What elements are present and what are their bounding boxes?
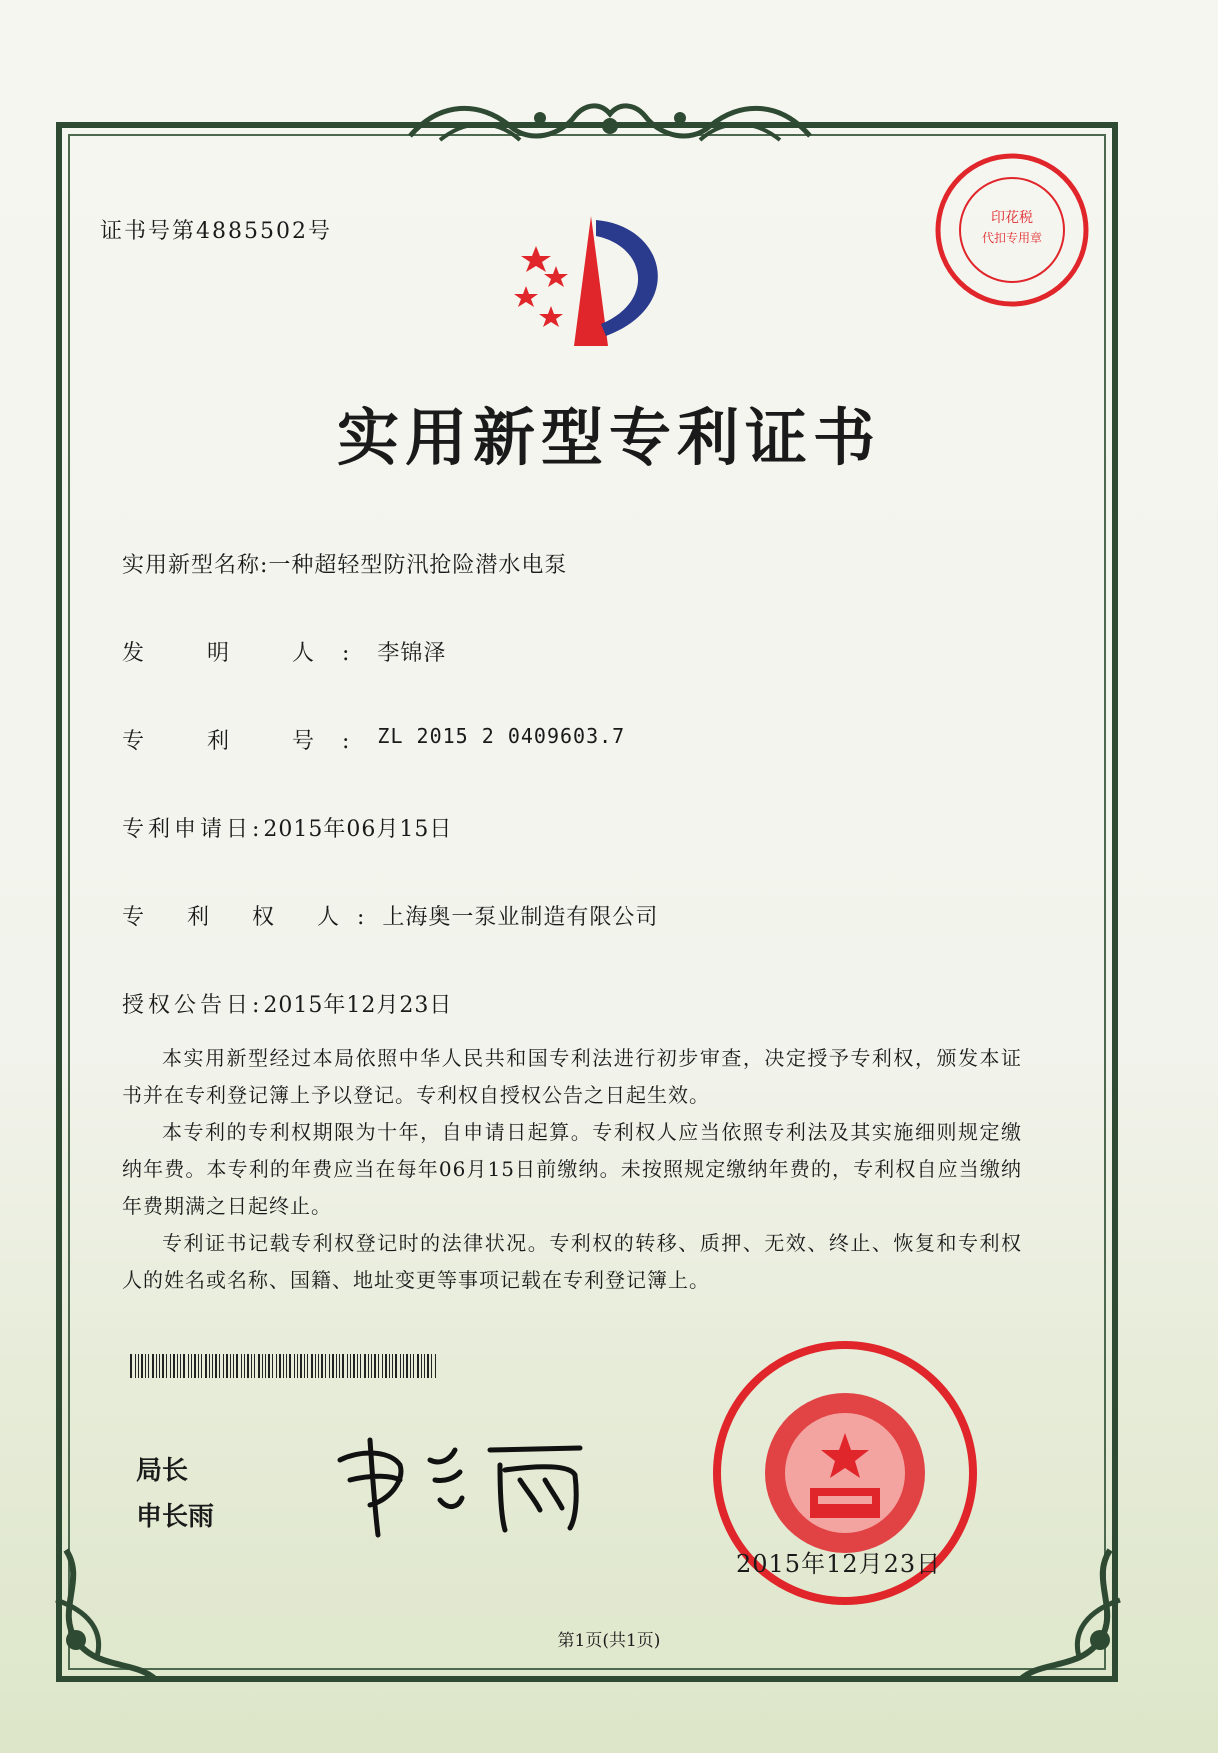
barcode-bar	[145, 1354, 146, 1378]
barcode-bar	[435, 1354, 436, 1378]
barcode-bar	[236, 1354, 238, 1378]
barcode-bar	[389, 1354, 390, 1378]
barcode-bar	[198, 1354, 199, 1378]
patentee-label: 专 利 权 人:	[122, 905, 383, 930]
barcode-bar	[194, 1354, 196, 1378]
barcode-bar	[297, 1354, 298, 1378]
filing-date-value: 2015年06月15日	[263, 817, 453, 842]
svg-text:代扣专用章: 代扣专用章	[981, 231, 1043, 245]
stamp-duty-seal	[932, 150, 1092, 310]
barcode-bar	[205, 1354, 207, 1378]
barcode-bar	[223, 1354, 224, 1378]
barcode-bar	[403, 1354, 404, 1378]
barcode-bar	[318, 1354, 319, 1378]
barcode-bar	[304, 1354, 305, 1378]
barcode-bar	[329, 1354, 330, 1378]
barcode-bar	[219, 1354, 220, 1378]
barcode-bar	[201, 1354, 202, 1378]
barcode-bar	[191, 1354, 192, 1378]
body-paragraph: 专利证书记载专利权登记时的法律状况。专利权的转移、质押、无效、终止、恢复和专利权人的姓名或名称、国籍、地址变更等事项记载在专利登记簿上。	[122, 1231, 1022, 1292]
barcode-bar	[233, 1354, 234, 1378]
barcode-bar	[300, 1354, 302, 1378]
director-name: 申长雨	[136, 1502, 215, 1532]
body-paragraph: 本实用新型经过本局依照中华人民共和国专利法进行初步审查，决定授予专利权，颁发本证书并在专利登记簿上予以登记。专利权自授权公告之日起生效。	[122, 1046, 1022, 1107]
barcode-bar	[321, 1354, 323, 1378]
patentee-row	[122, 900, 658, 931]
grant-date-label: 授权公告日:	[122, 993, 264, 1018]
barcode-bar	[135, 1354, 136, 1378]
barcode-bar	[289, 1354, 291, 1378]
barcode-bar	[262, 1354, 263, 1378]
body-paragraph: 本专利的专利权期限为十年，自申请日起算。专利权人应当依照专利法及其实施细则规定缴纳年费。本专利的年费应当在每年06月15日前缴纳。未按照规定缴纳年费的，专利权自应当缴纳年费期满之日起终止。	[122, 1120, 1022, 1218]
barcode-bar	[374, 1354, 376, 1378]
barcode-bar	[307, 1354, 308, 1378]
barcode-bar	[272, 1354, 273, 1378]
bottom-right-ornament	[1000, 1540, 1130, 1690]
barcode-bar	[276, 1354, 277, 1378]
barcode-bar	[421, 1354, 422, 1378]
barcode-bar	[347, 1354, 348, 1378]
barcode-bar	[130, 1354, 132, 1378]
barcode-bar	[156, 1354, 157, 1378]
barcode-bar	[180, 1354, 181, 1378]
patent-number-row	[122, 724, 625, 755]
svg-text:印花税: 印花税	[991, 210, 1033, 226]
grant-date-row	[122, 988, 452, 1019]
grant-date-value: 2015年12月23日	[263, 993, 453, 1018]
barcode-bar	[265, 1354, 266, 1378]
barcode-bar	[385, 1354, 387, 1378]
top-ornament	[400, 96, 820, 158]
barcode-bar	[268, 1354, 270, 1378]
barcode-bar	[241, 1354, 242, 1378]
utility-model-name-label: 实用新型名称:	[122, 553, 269, 578]
barcode-bar	[332, 1354, 334, 1378]
sipo-emblem	[496, 206, 686, 356]
barcode-bar	[183, 1354, 185, 1378]
barcode-bar	[209, 1354, 210, 1378]
barcode-bar	[427, 1354, 429, 1378]
barcode-bar	[378, 1354, 379, 1378]
barcode-bar	[148, 1354, 149, 1378]
barcode-bar	[244, 1354, 245, 1378]
barcode-bar	[371, 1354, 372, 1378]
utility-model-name-value: 一种超轻型防汛抢险潜水电泵	[268, 553, 568, 578]
inventor-row	[122, 636, 446, 667]
barcode	[130, 1354, 440, 1378]
barcode-bar	[424, 1354, 425, 1378]
barcode-bar	[215, 1354, 217, 1378]
barcode-bar	[368, 1354, 369, 1378]
certificate-body	[122, 1040, 1022, 1299]
barcode-bar	[141, 1354, 143, 1378]
barcode-bar	[336, 1354, 337, 1378]
patentee-value: 上海奥一泵业制造有限公司	[382, 905, 659, 930]
barcode-bar	[162, 1354, 164, 1378]
director-title: 局长	[136, 1456, 189, 1486]
barcode-bar	[159, 1354, 160, 1378]
barcode-bar	[315, 1354, 316, 1378]
barcode-bar	[258, 1354, 260, 1378]
barcode-bar	[283, 1354, 284, 1378]
director-signature	[330, 1420, 600, 1540]
filing-date-row	[122, 812, 452, 843]
barcode-bar	[392, 1354, 393, 1378]
barcode-bar	[350, 1354, 351, 1378]
barcode-bar	[251, 1354, 252, 1378]
barcode-bar	[417, 1354, 419, 1378]
inventor-value: 李锦泽	[377, 641, 447, 666]
barcode-bar	[166, 1354, 167, 1378]
patent-number-label: 专 利 号:	[122, 729, 378, 754]
barcode-bar	[247, 1354, 249, 1378]
certificate-number: 证书号第4885502号	[100, 219, 332, 244]
barcode-bar	[254, 1354, 255, 1378]
barcode-bar	[170, 1354, 171, 1378]
barcode-bar	[152, 1354, 154, 1378]
barcode-bar	[357, 1354, 358, 1378]
inventor-label: 发 明 人:	[122, 641, 378, 666]
barcode-bar	[188, 1354, 189, 1378]
barcode-bar	[138, 1354, 139, 1378]
barcode-bar	[286, 1354, 287, 1378]
barcode-bar	[395, 1354, 397, 1378]
filing-date-label: 专利申请日:	[122, 817, 264, 842]
barcode-bar	[410, 1354, 411, 1378]
barcode-bar	[413, 1354, 414, 1378]
barcode-bar	[431, 1354, 432, 1378]
bottom-left-ornament	[46, 1540, 176, 1690]
barcode-bar	[230, 1354, 231, 1378]
certificate-title: 实用新型专利证书	[336, 401, 881, 474]
issue-date: 2015年12月23日	[736, 1550, 942, 1578]
barcode-bar	[406, 1354, 408, 1378]
barcode-bar	[400, 1354, 401, 1378]
barcode-bar	[382, 1354, 383, 1378]
barcode-bar	[173, 1354, 175, 1378]
barcode-bar	[294, 1354, 295, 1378]
barcode-bar	[279, 1354, 281, 1378]
barcode-bar	[212, 1354, 213, 1378]
page-number: 第1页(共1页)	[557, 1631, 661, 1651]
barcode-bar	[364, 1354, 366, 1378]
barcode-bar	[360, 1354, 361, 1378]
barcode-bar	[177, 1354, 178, 1378]
barcode-bar	[226, 1354, 228, 1378]
barcode-bar	[311, 1354, 313, 1378]
patent-number-value: ZL 2015 2 0409603.7	[377, 724, 626, 748]
barcode-bar	[353, 1354, 355, 1378]
utility-model-name-row	[122, 548, 567, 579]
barcode-bar	[325, 1354, 326, 1378]
barcode-bar	[342, 1354, 344, 1378]
barcode-bar	[339, 1354, 340, 1378]
